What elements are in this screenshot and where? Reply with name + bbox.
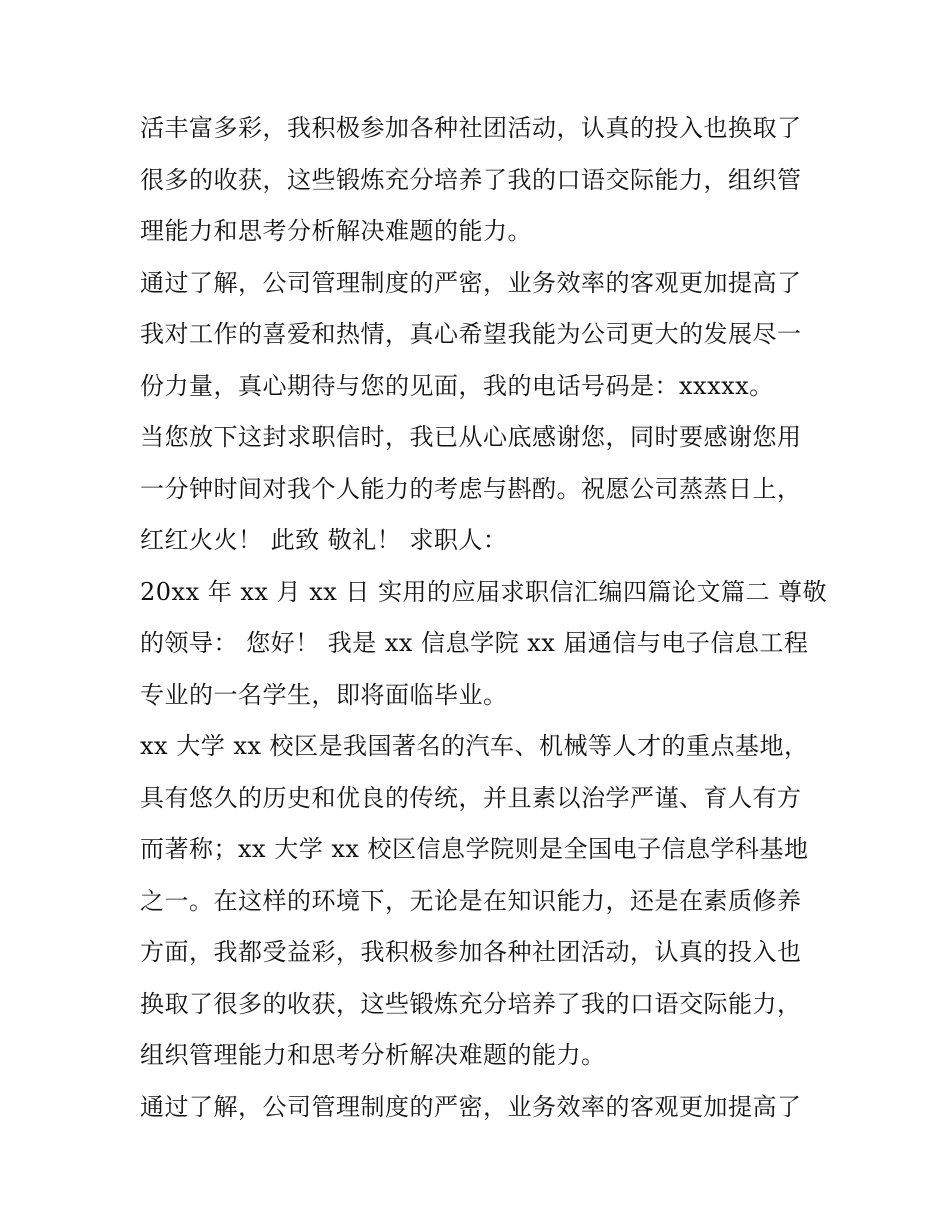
text-line: 活丰富多彩，我积极参加各种社团活动，认真的投入也换取了 bbox=[140, 114, 802, 142]
text-line: 通过了解，公司管理制度的严密，业务效率的客观更加提高了 bbox=[140, 268, 802, 297]
text-line: 理能力和思考分析解决难题的能力。 bbox=[140, 217, 532, 245]
text-line: 我对工作的喜爱和热情，真心希望我能为公司更大的发展尽一 bbox=[140, 320, 802, 348]
text-line: 而著称；xx 大学 xx 校区信息学院则是全国电子信息学科基地 bbox=[140, 835, 809, 863]
text-line: 份力量，真心期待与您的见面，我的电话号码是：xxxxx。 bbox=[140, 371, 774, 400]
text-line: xx 大学 xx 校区是我国著名的汽车、机械等人才的重点基地， bbox=[140, 732, 809, 760]
text-line: 方面，我都受益彩，我积极参加各种社团活动，认真的投入也 bbox=[140, 938, 802, 966]
text-line: 一分钟时间对我个人能力的考虑与斟酌。祝愿公司蒸蒸日上， bbox=[140, 474, 802, 503]
text-line: 的领导： 您好！ 我是 xx 信息学院 xx 届通信与电子信息工程 bbox=[140, 629, 809, 657]
text-line: 20xx 年 xx 月 xx 日 实用的应届求职信汇编四篇论文篇二 尊敬 bbox=[140, 577, 828, 606]
text-line: 专业的一名学生，即将面临毕业。 bbox=[140, 680, 508, 709]
text-line: 很多的收获，这些锻炼充分培养了我的口语交际能力，组织管 bbox=[140, 165, 802, 194]
text-line: 当您放下这封求职信时，我已从心底感谢您，同时要感谢您用 bbox=[140, 423, 802, 451]
text-line: 红红火火！ 此致 敬礼！ 求职人： bbox=[140, 526, 508, 554]
text-line: 之一。在这样的环境下，无论是在知识能力，还是在素质修养 bbox=[140, 886, 802, 915]
text-line: 换取了很多的收获，这些锻炼充分培养了我的口语交际能力， bbox=[140, 989, 802, 1018]
document-body bbox=[140, 103, 828, 1133]
text-line: 通过了解，公司管理制度的严密，业务效率的客观更加提高了 bbox=[140, 1092, 802, 1121]
text-line: 组织管理能力和思考分析解决难题的能力。 bbox=[140, 1041, 606, 1069]
text-line: 具有悠久的历史和优良的传统，并且素以治学严谨、育人有方 bbox=[140, 783, 802, 812]
